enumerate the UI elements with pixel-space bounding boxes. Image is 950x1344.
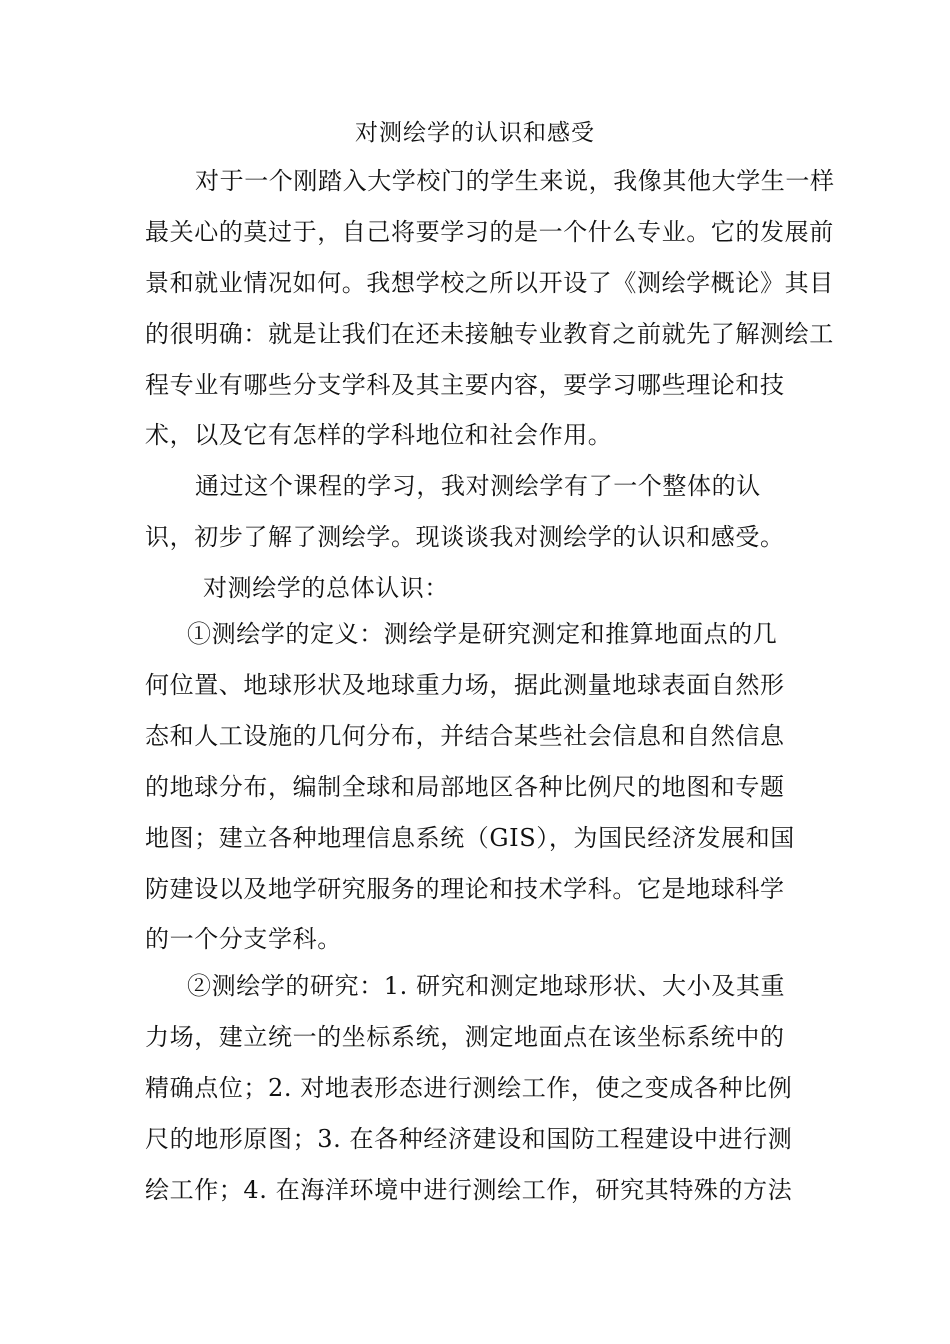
text-line: 最关心的莫过于，自己将要学习的是一个什么专业。它的发展前	[145, 218, 834, 246]
text-line: 对于一个刚踏入大学校门的学生来说，我像其他大学生一样	[195, 167, 835, 195]
text-line: 防建设以及地学研究服务的理论和技术学科。它是地球科学	[145, 875, 785, 903]
text-line: 识，初步了解了测绘学。现谈谈我对测绘学的认识和感受。	[145, 523, 785, 551]
text-line: 的一个分支学科。	[145, 925, 342, 953]
text-line: 的很明确：就是让我们在还未接触专业教育之前就先了解测绘工	[145, 320, 834, 348]
text-line: 景和就业情况如何。我想学校之所以开设了《测绘学概论》其目	[145, 269, 834, 297]
text-line: 何位置、地球形状及地球重力场，据此测量地球表面自然形	[145, 671, 785, 699]
text-line: 术，以及它有怎样的学科地位和社会作用。	[145, 421, 613, 449]
text-line: 的地球分布，编制全球和局部地区各种比例尺的地图和专题	[145, 773, 785, 801]
text-line: 程专业有哪些分支学科及其主要内容，要学习哪些理论和技	[145, 371, 785, 399]
text-line: 态和人工设施的几何分布，并结合某些社会信息和自然信息	[145, 722, 785, 750]
text-line: 力场，建立统一的坐标系统，测定地面点在该坐标系统中的	[145, 1023, 785, 1051]
text-line: 精确点位；2. 对地表形态进行测绘工作，使之变成各种比例	[145, 1074, 793, 1102]
text-line: ②测绘学的研究：1. 研究和测定地球形状、大小及其重	[187, 972, 786, 1000]
text-line: 绘工作；4. 在海洋环境中进行测绘工作，研究其特殊的方法	[145, 1176, 793, 1204]
text-line: 通过这个课程的学习，我对测绘学有了一个整体的认	[195, 472, 761, 500]
document-title: 对测绘学的认识和感受	[355, 120, 595, 146]
text-line: ①测绘学的定义：测绘学是研究测定和推算地面点的几	[187, 620, 778, 648]
section-heading: 对测绘学的总体认识：	[203, 574, 449, 602]
text-line: 尺的地形原图；3. 在各种经济建设和国防工程建设中进行测	[145, 1125, 793, 1153]
text-line: 地图；建立各种地理信息系统（GIS），为国民经济发展和国	[145, 824, 795, 852]
